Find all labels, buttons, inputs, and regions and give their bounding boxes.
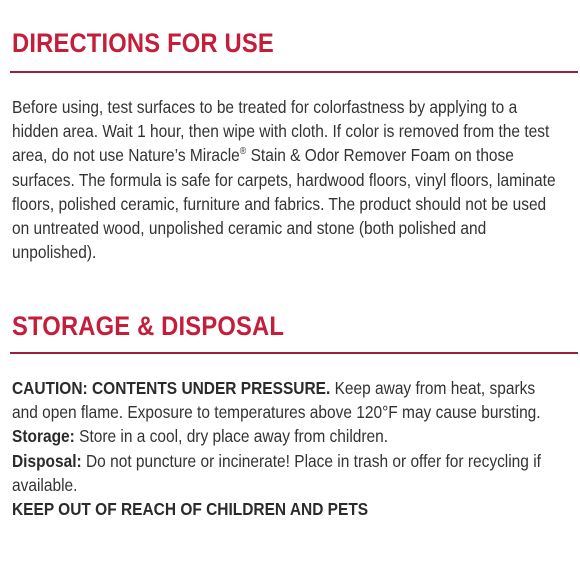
- keep-out-warning: KEEP OUT OF REACH OF CHILDREN AND PETS: [12, 499, 369, 520]
- storage-divider: [10, 352, 578, 354]
- storage-body: [12, 376, 565, 521]
- directions-text-start: Before using, test surfaces to be treated for colorfastness by applying to a hidden area. Wait 1 hour, then wipe with cloth. If color is removed from the test area, do not use Nature’s Miracle: [12, 97, 550, 166]
- caution-label: CAUTION: CONTENTS UNDER PRESSURE.: [12, 378, 331, 398]
- disposal-label: Disposal:: [12, 450, 82, 471]
- caution-text: Keep away from heat, sparks and open flame. Exposure to temperatures above 120°F may cause bursting.: [12, 378, 541, 423]
- storage-text: Store in a cool, dry place away from children.: [74, 426, 389, 447]
- directions-divider: [10, 71, 578, 73]
- storage-heading: STORAGE & DISPOSAL: [12, 311, 285, 341]
- registered-mark: ®: [239, 146, 247, 158]
- directions-heading: DIRECTIONS FOR USE: [12, 28, 274, 58]
- directions-body: [12, 95, 565, 264]
- directions-paragraph: [12, 95, 565, 264]
- disposal-text: Do not puncture or incinerate! Place in trash or offer for recycling if available.: [12, 450, 541, 495]
- storage-label: Storage:: [12, 426, 75, 447]
- caution-paragraph: [12, 376, 565, 424]
- disposal-paragraph: [12, 449, 565, 497]
- directions-text-end: Stain & Odor Remover Foam on those surfaces. The formula is safe for carpets, hardwood floors, vinyl floors, laminate floors, polished ceramic, furniture and fabrics. The product should not be used on untreated wood, unpolished ceramic and stone (both polished and unpolished).: [12, 145, 556, 263]
- storage-paragraph: [12, 424, 565, 448]
